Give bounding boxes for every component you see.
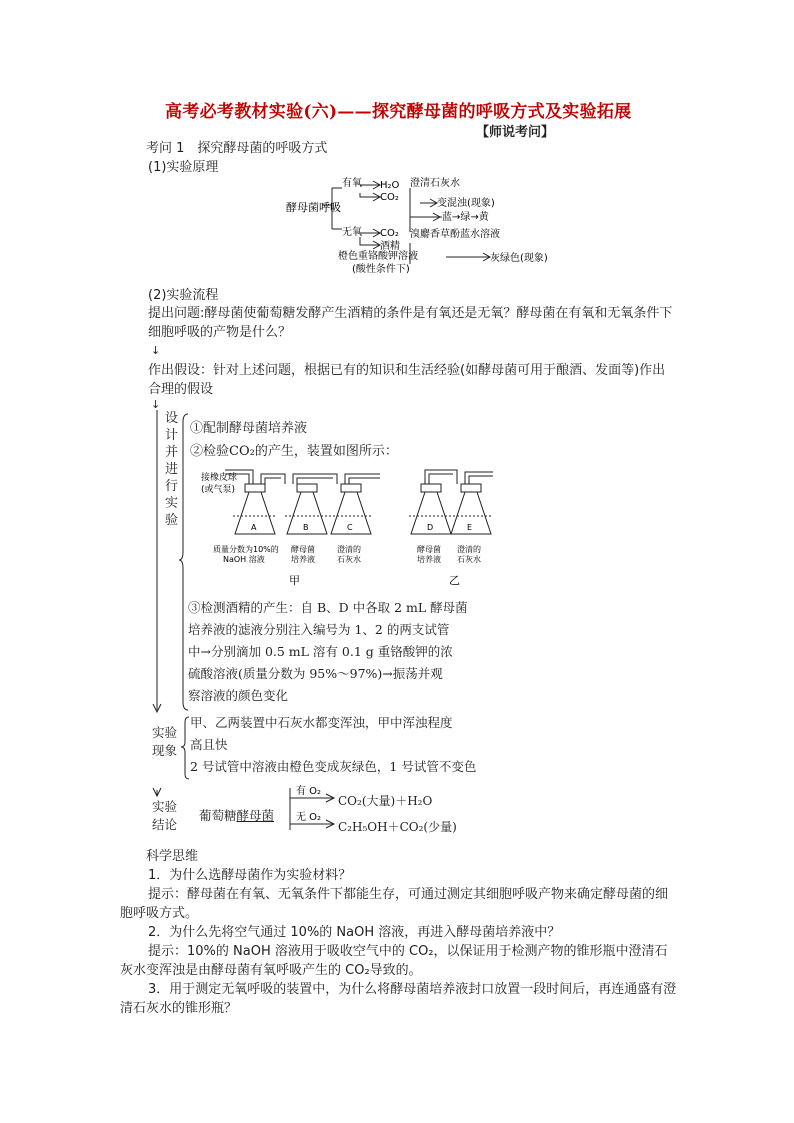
flask-a-letter: A (251, 523, 257, 532)
btb-result: 蓝→绿→黄 (442, 212, 489, 223)
flask-d-caption-1: 酵母菌 (417, 545, 441, 554)
hypothesis-text: 作出假设：针对上述问题，根据已有的知识和生活经验(如酵母菌可用于酿酒、发面等)作出合理的假设 (148, 363, 666, 397)
flask-d-letter: D (427, 523, 434, 532)
phenomenon-line-2: 高且快 (190, 737, 228, 752)
limewater-label: 澄清石灰水 (410, 178, 460, 189)
principle-heading: (1)实验原理 (148, 160, 219, 175)
co2-aerobic-label: CO₂ (380, 192, 399, 203)
step3-line: ③检测酒精的产生：自 B、D 中各取 2 mL 酵母菌 (188, 600, 468, 615)
question-text: 提出问题:酵母菌使葡萄糖发酵产生酒精的条件是有氧还是无氧？酵母菌在有氧和无氧条件下细胞呼吸的产物是什么？ (148, 306, 673, 340)
phenomenon-line-3: 2 号试管中溶液由橙色变成灰绿色，1 号试管不变色 (190, 759, 477, 774)
flask-d-caption-2: 培养液 (417, 555, 441, 564)
aerobic-label: 有氧 (342, 178, 362, 189)
flow-arrow-2: ↓ (151, 398, 161, 411)
question-2: 2．为什么先将空气通过 10%的 NaOH 溶液，再进入酵母菌培养液中？ (148, 925, 561, 940)
design-char: 设 (165, 411, 179, 426)
phenomenon-label-line: 现象 (152, 743, 178, 758)
flask-c-letter: C (347, 523, 353, 532)
apparatus-diagram (195, 462, 510, 592)
pump-label-1: 接橡皮球 (201, 473, 238, 483)
apparatus-jia: 甲 (289, 574, 300, 587)
step3-line: 培养液的滤液分别注入编号为 1、2 的两支试管 (188, 622, 450, 637)
design-char: 验 (165, 513, 179, 528)
flask-b-caption-1: 酵母菌 (291, 545, 315, 554)
anaerobic-label: 无氧 (342, 227, 362, 238)
conclusion-product-aerobic: CO₂(大量)＋H₂O (338, 794, 433, 808)
sci-heading: 科学思维 (146, 849, 199, 864)
flask-e-caption-1: 澄清的 (457, 545, 481, 554)
design-label (165, 410, 179, 529)
phenomenon-text (190, 712, 476, 778)
flask-e-letter: E (467, 523, 473, 532)
btb-label: 溴麝香草酚蓝水溶液 (410, 229, 500, 240)
design-step1: ①配制酵母菌培养液 (190, 421, 308, 436)
conclusion-label-line: 结论 (152, 817, 178, 832)
design-step3 (188, 597, 468, 707)
design-step2: ②检验CO₂的产生，装置如图所示： (190, 444, 398, 459)
graygreen-result: 灰绿色(现象) (490, 253, 548, 264)
yeast-word: 酵母菌 (236, 808, 275, 823)
alcohol-label: 酒精 (380, 241, 400, 252)
page-title: 高考必考教材实验(六)——探究酵母菌的呼吸方式及实验拓展 (165, 102, 632, 122)
flask-b-letter: B (303, 523, 309, 532)
step3-line: 察溶液的颜色变化 (188, 688, 289, 703)
process-heading: (2)实验流程 (148, 288, 219, 303)
flask-e-caption-2: 石灰水 (457, 555, 481, 564)
flask-c-caption-2: 石灰水 (337, 555, 361, 564)
conclusion-anaerobic: 无 O₂ (296, 812, 322, 823)
h2o-label: H₂O (380, 180, 400, 191)
section-subtitle: 【师说考问】 (476, 125, 555, 140)
step3-line: 硫酸溶液(质量分数为 95%～97%)→振荡并观 (188, 666, 443, 681)
flask-c-caption-1: 澄清的 (337, 545, 361, 554)
flow-arrow-1: ↓ (151, 344, 161, 357)
yeast-label: 酵母菌呼吸 (286, 201, 341, 214)
glucose-word: 葡萄糖 (199, 808, 237, 823)
design-char: 计 (165, 428, 179, 443)
conclusion-product-anaerobic: C₂H₅OH＋CO₂(少量) (338, 820, 457, 834)
flask-b-caption-2: 培养液 (291, 555, 315, 564)
question-1: 1．为什么选酵母菌作为实验材料？ (148, 868, 352, 883)
apparatus-yi: 乙 (449, 574, 460, 587)
principle-diagram (270, 175, 560, 280)
flask-a-caption-2: NaOH 溶液 (223, 555, 265, 564)
phenomenon-brace (180, 716, 190, 780)
flask-a-caption-1: 质量分数为10%的 (213, 545, 279, 554)
question-3: 3．用于测定无氧呼吸的装置中，为什么将酵母菌培养液封口放置一段时间后，再连通盛有澄清石灰水的锥形瓶？ (120, 982, 677, 1016)
conclusion-glucose (199, 806, 274, 824)
answer-2: 提示：10%的 NaOH 溶液用于吸收空气中的 CO₂，以保证用于检测产物的锥形瓶中澄清石灰水变浑浊是由酵母菌有氧呼吸产生的 CO₂导致的。 (120, 944, 668, 978)
conclusion-aerobic: 有 O₂ (296, 786, 322, 797)
acidic-label: (酸性条件下) (352, 264, 410, 275)
dichromate-label: 橙色重铬酸钾溶液 (338, 251, 418, 262)
design-char: 实 (165, 496, 179, 511)
co2-anaerobic-label: CO₂ (380, 228, 399, 239)
design-char: 进 (165, 462, 179, 477)
design-char: 行 (165, 479, 179, 494)
phenomenon-line-1: 甲、乙两装置中石灰水都变浑浊，甲中浑浊程度 (190, 715, 453, 730)
conclusion-label-line: 实验 (152, 799, 178, 814)
phenomenon-label-line: 实验 (152, 725, 178, 740)
answer-1: 提示：酵母菌在有氧、无氧条件下都能生存，可通过测定其细胞呼吸产物来确定酵母菌的细胞呼吸方式。 (120, 887, 669, 921)
step3-line: 中→分别滴加 0.5 mL 溶有 0.1 g 重铬酸钾的浓 (188, 644, 453, 659)
pump-label-2: (或气泵) (201, 485, 236, 495)
turbid-result: 变混浊(现象) (437, 198, 495, 209)
kaowen-heading: 考问 1 探究酵母菌的呼吸方式 (146, 141, 328, 156)
phenomenon-label (152, 724, 177, 760)
design-char: 并 (165, 445, 179, 460)
conclusion-label (152, 798, 177, 834)
